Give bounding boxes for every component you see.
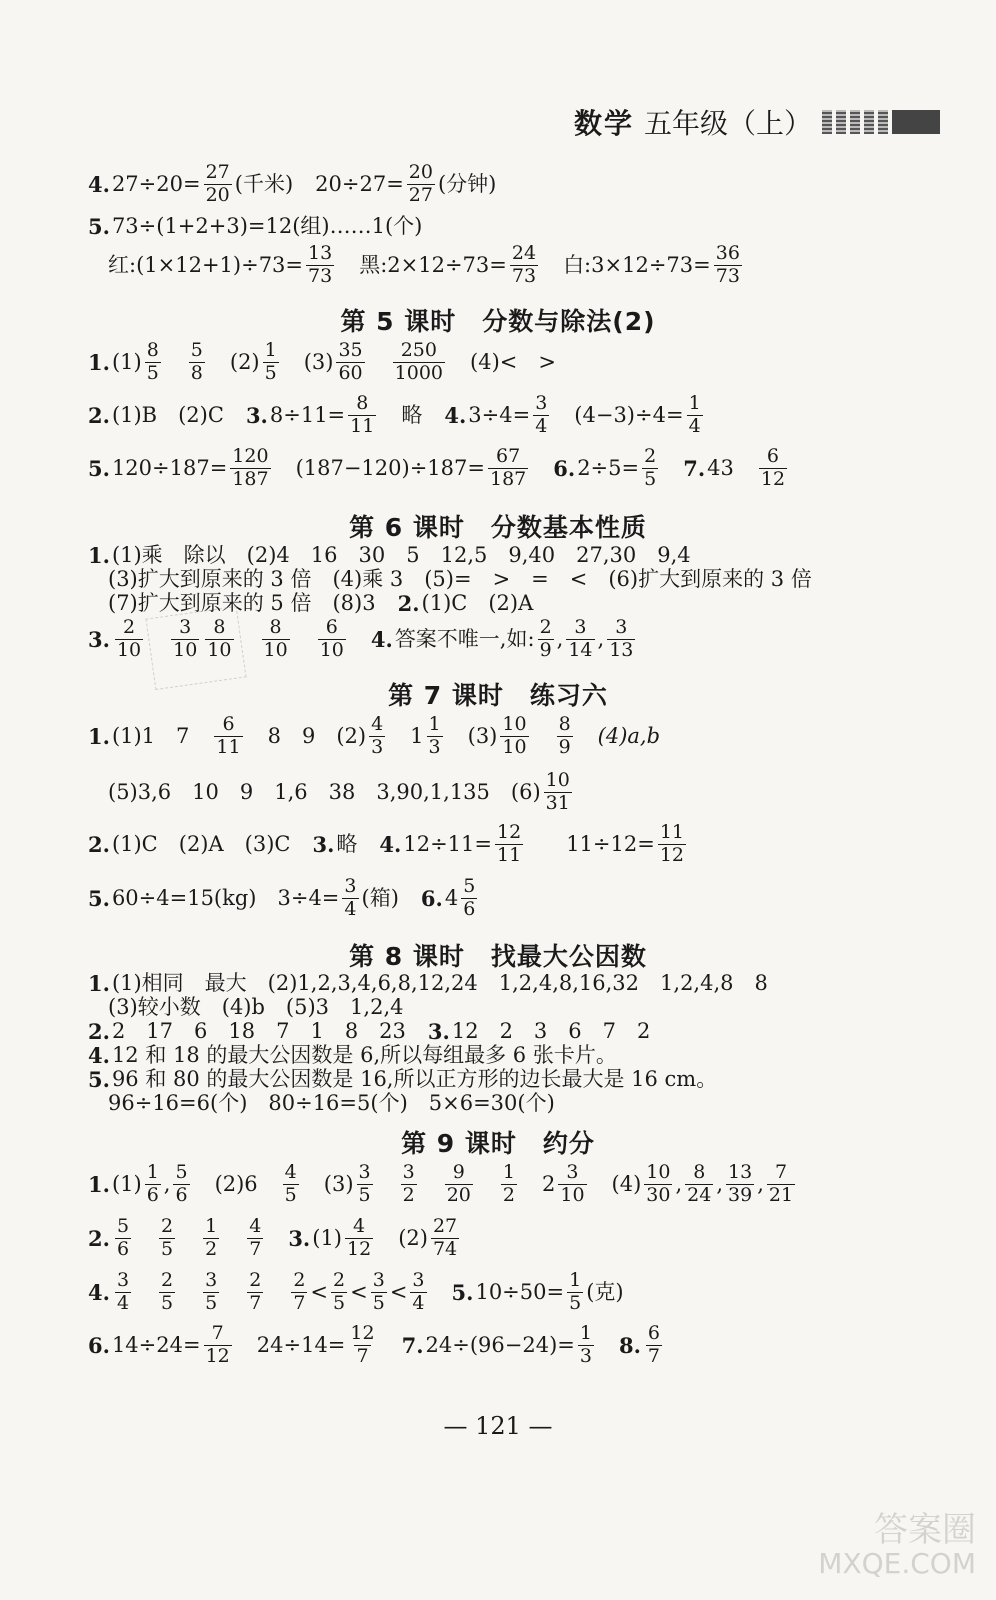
answer-line: 1. (1) 1 6 , 5 6 (2)6 4 5 (3) 3 5 3 2 9 20 1 2 2 3 10 (4) 10 30 , 8 24 , 13 39 , 7 21 <box>88 1161 794 1206</box>
fraction: 2 7 <box>249 1269 262 1314</box>
section-title: 第 9 课时 约分 <box>401 1129 595 1158</box>
fraction: 3 4 <box>412 1269 425 1314</box>
fraction: 6 10 <box>319 616 344 661</box>
answer-line: 4. 27÷20= $\frac{27}{20}$ (千米) 20÷27= $\frac{20}{27}$ (分钟) <box>88 161 497 206</box>
answer-line: 2. (1)C (2)A (3)C 3. 略 4. 12÷11= $\frac{12}{11}$ 11÷12= $\frac{11}{12}$ <box>88 821 685 866</box>
fraction: 3 5 <box>205 1269 218 1314</box>
answer-line: 5. 60÷4=15(kg) 3÷4= $\frac{3}{4}$ (箱) 6. 4 5 6 <box>88 875 476 920</box>
fraction: 2 5 <box>161 1269 174 1314</box>
fraction: 3 13 <box>609 616 634 661</box>
answer-line: 5. 73÷(1+2+3)=12(组)……1(个) <box>88 214 423 239</box>
fraction: 4 3 <box>371 713 384 758</box>
fraction: 6 7 <box>647 1322 660 1367</box>
fraction: $\frac{13}{73}$ <box>308 242 333 287</box>
fraction: $\frac{11}{12}$ <box>659 821 685 866</box>
fraction: 35 60 <box>338 339 363 384</box>
answer-line: (7)扩大到原来的 5 倍 (8)3 2. (1)C (2)A <box>108 591 534 616</box>
fraction: 250 1000 <box>394 339 444 384</box>
fraction: 8 10 <box>207 616 232 661</box>
fraction: $\frac{1}{4}$ <box>688 392 701 437</box>
page-header <box>574 102 940 142</box>
fraction: 7 21 <box>768 1161 794 1206</box>
fraction: 1 2 <box>205 1215 218 1260</box>
fraction: 1 5 <box>264 339 277 384</box>
fraction: $\frac{3}{4}$ <box>344 875 357 920</box>
answer-line: (3)较小数 (4)b (5)3 1,2,4 <box>108 995 404 1019</box>
fraction: $\frac{1}{3}$ <box>579 1322 592 1367</box>
grade-label: 五年级（上） <box>643 107 812 140</box>
answer-line: 96÷16=6(个) 80÷16=5(个) 5×6=30(个) <box>108 1091 555 1115</box>
fraction: $\frac{27}{20}$ <box>205 161 230 206</box>
answer-line: (3)扩大到原来的 3 倍 (4)乘 3 (5)= > = < (6)扩大到原来的 3 倍 <box>108 567 812 591</box>
fraction: 2 7 <box>293 1269 306 1314</box>
fraction: 3 2 <box>402 1161 415 1206</box>
section-title: 第 7 课时 练习六 <box>388 681 608 710</box>
fraction: $\frac{7}{12}$ <box>205 1322 230 1367</box>
fraction: $\frac{3}{4}$ <box>535 392 548 437</box>
fraction: $\frac{1}{5}$ <box>569 1269 582 1314</box>
fraction: 4 5 <box>284 1161 297 1206</box>
fraction: 3 4 <box>116 1269 130 1314</box>
answer-line: 红:(1×12+1)÷73= $\frac{13}{73}$ 黑:2×12÷73= $\frac{24}{73}$ 白:3×12÷73= $\frac{36}{73}$ <box>108 242 740 287</box>
fraction: 8 9 <box>558 713 571 758</box>
fraction: 3 10 <box>560 1161 585 1206</box>
fraction: 1 2 <box>502 1161 515 1206</box>
answer-line: 5. 96 和 80 的最大公因数是 16,所以正方形的边长最大是 16 cm。 <box>88 1067 718 1092</box>
answer-line: 1. (1)1 7 6 11 8 9 (2) 4 3 1 1 3 (3) 10 10 8 9 (4)a,b <box>88 713 661 758</box>
fraction: 10 10 <box>502 713 527 758</box>
fraction: 10 30 <box>646 1161 671 1206</box>
fraction: 8 5 <box>146 339 159 384</box>
answer-line: 3. 2 10 3 10 8 10 8 10 6 10 4. 答案不唯一,如: 2 9 , 3 14 , 3 13 <box>88 616 634 661</box>
fraction: 2 5 <box>161 1215 174 1260</box>
fraction: 9 20 <box>446 1161 471 1206</box>
fraction: 3 14 <box>568 616 593 661</box>
fraction: 10 31 <box>545 769 570 814</box>
answer-line: 5. 120÷187= $\frac{120}{187}$ (187−120)÷187= $\frac{67}{187}$ 6. 2÷5= $\frac{2}{5}$ 7. 43 6 12 <box>88 445 786 490</box>
answer-line: 4. 3 4 2 5 3 5 2 7 2 7 < 2 5 < 3 5 < 3 4 5. 10÷50= $\frac{1}{5}$ (克) <box>88 1269 624 1314</box>
fraction: $\frac{12}{11}$ <box>497 821 522 866</box>
fraction: 8 24 <box>687 1161 712 1206</box>
answer-line: 1. (1)乘 除以 (2)4 16 30 5 12,5 9,40 27,30 9,4 <box>88 543 691 568</box>
fraction: 1 6 <box>146 1161 159 1206</box>
fraction: $\frac{36}{73}$ <box>715 242 740 287</box>
fraction: $\frac{8}{11}$ <box>350 392 375 437</box>
fraction: 13 39 <box>728 1161 753 1206</box>
fraction: 6 12 <box>760 445 786 490</box>
fraction: $\frac{12}{7}$ <box>350 1322 375 1367</box>
fraction: 27 74 <box>432 1215 458 1260</box>
page-number: — 121 — <box>443 1412 553 1440</box>
fraction: 5 6 <box>175 1161 188 1206</box>
fraction: 5 6 <box>116 1215 130 1260</box>
section-title: 第 6 课时 分数基本性质 <box>349 513 647 542</box>
fraction: 3 10 <box>173 616 198 661</box>
answer-line: 4. 12 和 18 的最大公因数是 6,所以每组最多 6 张卡片。 <box>88 1043 617 1068</box>
fraction: $\frac{2}{5}$ <box>644 445 657 490</box>
answer-line: 6. 14÷24= $\frac{7}{12}$ 24÷14= $\frac{12}{7}$ 7. 24÷(96−24)= $\frac{1}{3}$ 8. 6 7 <box>88 1322 660 1367</box>
fraction: 1 3 <box>428 713 441 758</box>
fraction: 5 8 <box>190 339 203 384</box>
subject-label: 数学 <box>573 107 634 140</box>
section-title: 第 8 课时 找最大公因数 <box>349 942 647 971</box>
answer-line: 1. (1)相同 最大 (2)1,2,3,4,6,8,12,24 1,2,4,8,16,32 1,2,4,8 8 <box>88 971 768 996</box>
answer-line: 2. (1)B (2)C 3. 8÷11= $\frac{8}{11}$ 略 4. 3÷4= $\frac{3}{4}$ (4−3)÷4= $\frac{1}{4}$ <box>88 392 701 437</box>
fraction: 5 6 <box>463 875 476 920</box>
answer-line: 2. 2 17 6 18 7 1 8 23 3. 12 2 3 6 7 2 <box>88 1019 651 1044</box>
header-stripes-decoration <box>822 110 940 134</box>
answer-line: 1. (1) 8 5 5 8 (2) 1 5 (3) 35 60 250 1000 (4)< > <box>88 339 556 384</box>
watermark: 答案圈 MXQE.COM <box>818 1509 976 1581</box>
fraction: 6 11 <box>216 713 241 758</box>
fraction: 2 9 <box>539 616 552 661</box>
section-title: 第 5 课时 分数与除法(2) <box>340 307 656 336</box>
answer-line: 2. 5 6 2 5 1 2 4 7 3. (1) 4 12 (2) 27 74 <box>88 1215 458 1260</box>
fraction: 3 5 <box>372 1269 385 1314</box>
fraction: 4 12 <box>347 1215 372 1260</box>
fraction: 8 10 <box>263 616 288 661</box>
answer-line: (5)3,6 10 9 1,6 38 3,90,1,135 (6) 10 31 <box>108 769 570 814</box>
fraction: $\frac{120}{187}$ <box>232 445 269 490</box>
fraction: 2 10 <box>116 616 142 661</box>
fraction: 2 5 <box>333 1269 346 1314</box>
fraction: $\frac{20}{27}$ <box>408 161 433 206</box>
fraction: 4 7 <box>249 1215 262 1260</box>
fraction: $\frac{67}{187}$ <box>489 445 527 490</box>
fraction: 3 5 <box>358 1161 371 1206</box>
fraction: $\frac{24}{73}$ <box>511 242 537 287</box>
